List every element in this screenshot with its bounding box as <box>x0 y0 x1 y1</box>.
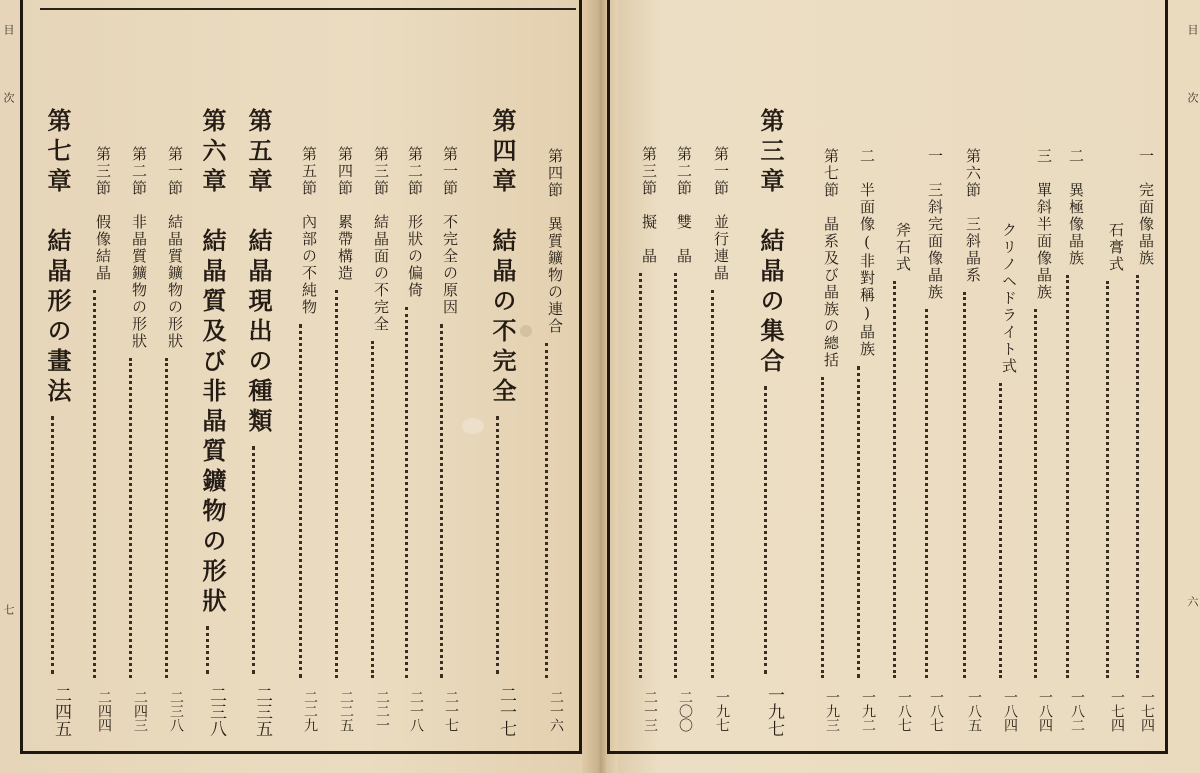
toc-page-number: 一八四 <box>1002 690 1018 732</box>
toc-section-entry <box>909 148 943 742</box>
toc-entry-label: 第六章 結晶質及び非晶質鑛物の形狀 <box>198 108 227 618</box>
dotted-leader <box>545 343 548 678</box>
toc-page-number: 二一三 <box>642 690 658 732</box>
toc-entry-label: 第四節 異質鑛物の連合 <box>546 148 564 335</box>
toc-section-entry <box>149 146 183 742</box>
toc-page-number: 一八七 <box>896 690 912 732</box>
dotted-leader <box>165 358 168 678</box>
toc-section-entry <box>529 148 563 742</box>
toc-chapter-entry <box>35 108 72 742</box>
toc-section-entry <box>805 148 839 742</box>
toc-section-entry <box>1120 148 1154 742</box>
dotted-leader <box>857 366 860 678</box>
left-margin-mark-top: 目 <box>2 24 15 35</box>
toc-entry-label: 石膏式 <box>1107 222 1125 273</box>
toc-section-entry <box>424 146 458 742</box>
toc-entry-label: 第四節 累帶構造 <box>336 146 354 282</box>
toc-chapter-entry <box>748 108 785 742</box>
toc-page-number: 一七四 <box>1139 690 1155 732</box>
toc-entry-label: 第二節 形狀の偏倚 <box>406 146 424 299</box>
toc-section-entry <box>695 146 729 742</box>
toc-page-number: 一七四 <box>1109 690 1125 732</box>
toc-section-entry <box>623 146 657 742</box>
right-margin-mark-top: 目 <box>1186 24 1199 35</box>
toc-section-entry <box>1018 148 1052 742</box>
toc-entry-label: 一 三斜完面像晶族 <box>926 148 944 301</box>
toc-page-number: 二〇〇 <box>677 690 693 732</box>
toc-page-number: 二二五 <box>338 690 354 732</box>
toc-entry-label: 第三節 假像結晶 <box>94 146 112 282</box>
dotted-leader <box>764 386 767 674</box>
toc-section-entry <box>319 146 353 742</box>
toc-entry-label: クリノヘドライト式 <box>1000 222 1018 375</box>
toc-chapter-entry <box>236 108 273 742</box>
toc-entry-label: 第一節 不完全の原因 <box>441 146 459 316</box>
toc-section-entry <box>947 148 981 742</box>
toc-entry-label: 第二節 雙 晶 <box>675 146 693 265</box>
dotted-leader <box>252 446 255 674</box>
dotted-leader <box>821 377 824 678</box>
toc-section-entry <box>113 146 147 742</box>
toc-section-entry <box>1090 222 1124 742</box>
dotted-leader <box>405 307 408 678</box>
toc-section-entry <box>283 146 317 742</box>
toc-entry-label: 第三節 結晶面の不完全 <box>372 146 390 333</box>
dotted-leader <box>893 281 896 678</box>
toc-section-entry <box>983 222 1017 742</box>
toc-entry-label: 第一節 結晶質鑛物の形狀 <box>166 146 184 350</box>
toc-page-number: 一九七 <box>764 686 784 737</box>
dotted-leader <box>963 292 966 678</box>
toc-entry-label: 斧石式 <box>894 222 912 273</box>
toc-entry-label: 第三節 擬 晶 <box>640 146 658 265</box>
right-margin-mark-middle: 次 <box>1186 92 1199 103</box>
toc-chapter-entry <box>190 108 227 742</box>
left-page-top-rule <box>40 8 576 10</box>
dotted-leader <box>335 290 338 678</box>
toc-entry-label: 第五節 內部の不純物 <box>300 146 318 316</box>
right-margin-mark-bottom: 六 <box>1186 596 1199 607</box>
dotted-leader <box>496 416 499 674</box>
toc-section-entry <box>841 148 875 742</box>
toc-page-number: 二一六 <box>548 690 564 732</box>
dotted-leader <box>371 341 374 678</box>
dotted-leader <box>674 273 677 678</box>
dotted-leader <box>440 324 443 678</box>
toc-page-number: 一八五 <box>966 690 982 732</box>
dotted-leader <box>1136 275 1139 678</box>
dotted-leader <box>206 626 209 674</box>
toc-page-number: 二一八 <box>408 690 424 732</box>
toc-page-number: 一九七 <box>714 690 730 732</box>
left-margin-mark-bottom: 七 <box>2 604 15 615</box>
toc-page-number: 一九三 <box>824 690 840 732</box>
toc-section-entry <box>1050 148 1084 742</box>
toc-page-number: 二一七 <box>443 690 459 732</box>
toc-chapter-entry <box>480 108 517 742</box>
toc-page-number: 二四四 <box>96 690 112 732</box>
toc-page-number: 一九二 <box>860 690 876 732</box>
toc-page-number: 二二九 <box>302 690 318 732</box>
toc-page-number: 一八二 <box>1069 690 1085 732</box>
toc-page-number: 二四五 <box>51 686 71 737</box>
toc-page-number: 二三五 <box>252 686 272 737</box>
toc-section-entry <box>77 146 111 742</box>
toc-page-number: 二三八 <box>206 686 226 737</box>
dotted-leader <box>639 273 642 678</box>
toc-entry-label: 第一節 並行連晶 <box>712 146 730 282</box>
toc-page-number: 二二一 <box>374 690 390 732</box>
dotted-leader <box>1066 275 1069 678</box>
toc-entry-label: 第六節 三斜晶系 <box>964 148 982 284</box>
dotted-leader <box>999 383 1002 678</box>
toc-entry-label: 三 單斜半面像晶族 <box>1035 148 1053 301</box>
toc-entry-label: 第七章 結晶形の畫法 <box>43 108 72 408</box>
toc-page-number: 一八四 <box>1037 690 1053 732</box>
toc-section-entry <box>877 222 911 742</box>
toc-page-number: 二三八 <box>168 690 184 732</box>
toc-section-entry <box>389 146 423 742</box>
toc-entry-label: 第三章 結晶の集合 <box>756 108 785 378</box>
toc-entry-label: 一 完面像晶族 <box>1137 148 1155 267</box>
toc-entry-label: 第二節 非晶質鑛物の形狀 <box>130 146 148 350</box>
toc-page-number: 二四三 <box>132 690 148 732</box>
toc-page-number: 二一七 <box>496 686 516 737</box>
toc-entry-label: 第四章 結晶の不完全 <box>488 108 517 408</box>
dotted-leader <box>129 358 132 678</box>
dotted-leader <box>93 290 96 678</box>
dotted-leader <box>299 324 302 678</box>
dotted-leader <box>51 416 54 674</box>
toc-page-number: 一八七 <box>928 690 944 732</box>
dotted-leader <box>1106 281 1109 678</box>
toc-entry-label: 二 異極像晶族 <box>1067 148 1085 267</box>
dotted-leader <box>711 290 714 678</box>
toc-entry-label: 二 半面像(非對稱)晶族 <box>858 148 876 358</box>
dotted-leader <box>925 309 928 678</box>
toc-entry-label: 第七節 晶系及び晶族の總括 <box>822 148 840 369</box>
toc-section-entry <box>355 146 389 742</box>
left-margin-mark-middle: 次 <box>2 92 15 103</box>
dotted-leader <box>1034 309 1037 678</box>
toc-section-entry <box>658 146 692 742</box>
toc-entry-label: 第五章 結晶現出の種類 <box>244 108 273 438</box>
